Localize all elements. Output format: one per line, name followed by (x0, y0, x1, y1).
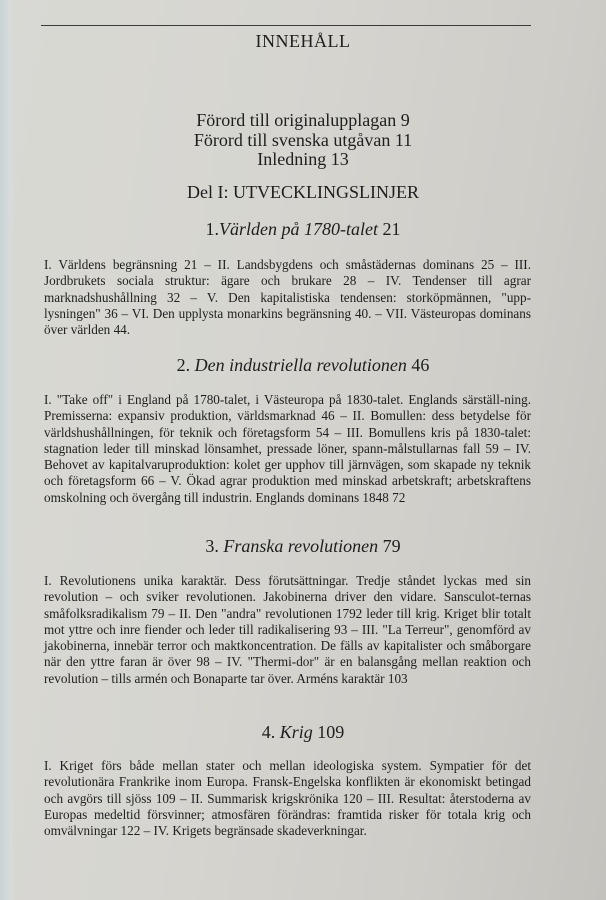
chapter-number: 3. (205, 536, 219, 556)
chapter-summary: I. Världens begränsning 21 – II. Landsbygdens och småstädernas dominans 25 – III. Jordbrukets sociala struktur: ägare och brukare 28 – IV. Tendenser till agrar marknadshushållning 32 – V. Den kapitalistiska tendensen: storköpmännen, "upp-lysningen" 36 – VI. Den upplysta monarkins begränsning 40. – VII. Västeuropas dominans över världen 44. (44, 257, 531, 338)
chapter-summary: I. Kriget förs både mellan stater och mellan ideologiska system. Sympatier för det revolutionära Frankrike inom Europa. Fransk-Engelska konflikten är ekonomiskt betingad och avgörs till sjöss 109 – II. Summarisk krigskrönika 120 – III. Resultat: återstoderna av Europas medeltid försvinner; atmosfären förändras: framtida risker för totala krig och omvälvningar 122 – IV. Krigets begränsade skadeverkningar. (44, 758, 531, 839)
part-title: Del I: UTVECKLINGSLINJER (187, 182, 419, 202)
chapter-page: 109 (317, 722, 345, 742)
chapter-title: Världen på 1780-talet (219, 219, 378, 239)
header-rule (41, 25, 531, 26)
chapter-page: 46 (411, 355, 430, 375)
chapter-heading (0, 219, 606, 240)
front-matter-entry: Inledning 13 (257, 149, 349, 169)
front-matter-entry: Förord till svenska utgåvan 11 (193, 129, 413, 150)
chapter-page: 21 (382, 219, 401, 239)
chapter-number: 4. (261, 722, 276, 742)
chapter-summary: I. Revolutionens unika karaktär. Dess förutsättningar. Tredje ståndet lyckas med sin revolution – och sviker revolutionen. Jakobinerna driver den vidare. Sansculot-ternas småfolksradikalism 79 – II. Den "andra" revolutionen 1792 leder till krig. Kriget blir totalt mot yttre och inre fiender och leder till radikalisering 93 – III. "La Terreur", genomförd av jakobinerna, innebär terror och maktkoncentration. De fälls av kapitalister och småborgare när den yttre faran är över 98 – IV. "Thermi-dor" är en balansgång mellan reaktion och revolution – tills armén och Bonaparte tar över. Arméns karaktär 103 (44, 573, 531, 686)
chapter-title: Den industriella revolutionen (194, 355, 407, 375)
chapter-page: 79 (382, 536, 401, 556)
chapter-number: 1. (205, 219, 219, 239)
contents-heading: INNEHÅLL (255, 31, 351, 51)
chapter-title: Franska revolutionen (223, 536, 379, 556)
front-matter-entry: Förord till originalupplagan 9 (196, 110, 410, 130)
chapter-title: Krig (279, 722, 313, 742)
front-matter (0, 111, 606, 170)
chapter-heading (0, 722, 606, 743)
chapter-heading (0, 355, 606, 376)
chapter-number: 2. (176, 355, 191, 375)
chapter-summary: I. "Take off" i England på 1780-talet, i Västeuropa på 1830-talet. Englands särställ-ning. Premisserna: expansiv produktion, världsmarknad 46 – II. Bomullen: dess betydelse för världshushållningen, för teknik och företagsform 54 – III. Bomullens kris på 1830-talet: stagnation leder till minskad lönsamhet, pressade löner, spann-målstullarnas fall 59 – IV. Behovet av kapitalvaruproduktion: kolet ger upphov till järnvägen, som skapade ny teknik och företagsform 66 – V. Ökad agrar produktion med minskad arbetskraft; arbetskraftens omskolning och övergång till industrin. Englands dominans 1848 72 (44, 392, 531, 505)
chapter-heading (0, 536, 606, 557)
